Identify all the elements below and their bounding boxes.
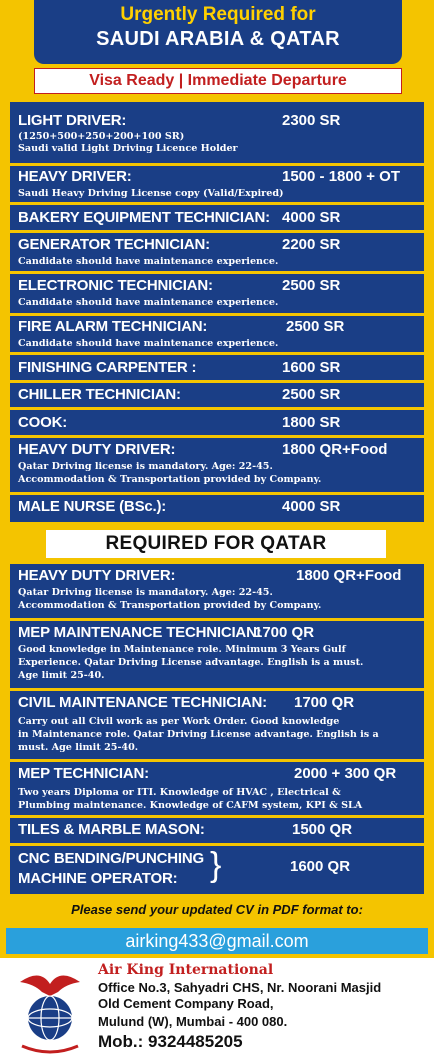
job-salary: 2300 SR: [282, 112, 341, 129]
job-desc: Candidate should have maintenance experience.: [18, 297, 279, 308]
header-banner: [34, 0, 402, 64]
job-desc: Plumbing maintenance. Knowledge of CAFM system, KPI & SLA: [18, 800, 363, 811]
job-salary: 4000 SR: [282, 498, 341, 515]
job-salary: 1700 QR: [254, 624, 315, 641]
divider: [8, 618, 426, 621]
job-salary: 2000 + 300 QR: [294, 765, 397, 782]
qatar-heading: REQUIRED FOR QATAR: [46, 530, 386, 558]
job-desc: Accommodation & Transportation provided by Company.: [18, 474, 322, 485]
job-title: HEAVY DUTY DRIVER:: [18, 567, 176, 584]
job-salary: 2500 SR: [282, 277, 341, 294]
header-line2: SAUDI ARABIA & QATAR: [96, 28, 340, 50]
job-title: BAKERY EQUIPMENT TECHNICIAN:: [18, 209, 270, 226]
job-desc: in Maintenance role. Qatar Driving License advantage. English is a: [18, 729, 379, 740]
job-salary: 2500 SR: [286, 318, 345, 335]
address-line: Mulund (W), Mumbai - 400 080.: [98, 1014, 288, 1029]
divider: [8, 380, 426, 383]
job-desc: Qatar Driving license is mandatory. Age: 22-45.: [18, 461, 273, 472]
job-title: CNC BENDING/PUNCHING: [18, 850, 205, 867]
job-salary: 1600 QR: [290, 858, 351, 875]
divider: [8, 202, 426, 205]
header-line1: Urgently Required for: [120, 4, 316, 25]
job-title: ELECTRONIC TECHNICIAN:: [18, 277, 213, 294]
job-desc: Good knowledge in Maintenance role. Minimum 3 Years Gulf: [18, 644, 346, 655]
divider: [8, 313, 426, 316]
job-title: CIVIL MAINTENANCE TECHNICIAN:: [18, 694, 267, 711]
job-salary: 1500 QR: [292, 821, 353, 838]
divider: [8, 759, 426, 762]
job-desc: Carry out all Civil work as per Work Order. Good knowledge: [18, 716, 340, 727]
job-title: GENERATOR TECHNICIAN:: [18, 236, 210, 253]
job-salary: 1500 - 1800 + OT: [282, 168, 400, 185]
divider: [8, 230, 426, 233]
job-desc: Candidate should have maintenance experience.: [18, 256, 279, 267]
job-salary: 1800 QR+Food: [296, 567, 402, 584]
job-desc: Saudi valid Light Driving Licence Holder: [18, 143, 238, 154]
job-title: FINISHING CARPENTER :: [18, 359, 197, 376]
job-desc: Qatar Driving license is mandatory. Age: 22-45.: [18, 587, 273, 598]
job-desc: must. Age limit 25-40.: [18, 742, 139, 753]
job-desc: (1250+500+250+200+100 SR): [18, 131, 185, 142]
job-desc: Age limit 25-40.: [18, 670, 105, 681]
email-link[interactable]: airking433@gmail.com: [6, 928, 428, 954]
job-desc: Candidate should have maintenance experience.: [18, 338, 279, 349]
job-title-line2: MACHINE OPERATOR:: [18, 870, 178, 887]
divider: [8, 688, 426, 691]
job-title: LIGHT DRIVER:: [18, 112, 127, 129]
job-title: HEAVY DRIVER:: [18, 168, 132, 185]
company-name: Air King International: [98, 962, 274, 978]
job-title: FIRE ALARM TECHNICIAN:: [18, 318, 208, 335]
job-desc: Accommodation & Transportation provided by Company.: [18, 600, 322, 611]
job-desc: Experience. Qatar Driving License advantage. English is a must.: [18, 657, 364, 668]
divider: [8, 492, 426, 495]
address-line: Old Cement Company Road,: [98, 996, 274, 1011]
job-salary: 1800 QR+Food: [282, 441, 388, 458]
divider: [8, 352, 426, 355]
job-title: MALE NURSE (BSc.):: [18, 498, 167, 515]
job-title: HEAVY DUTY DRIVER:: [18, 441, 176, 458]
address-line: Office No.3, Sahyadri CHS, Nr. Noorani Masjid: [98, 980, 382, 995]
job-desc: Saudi Heavy Driving License copy (Valid/Expired): [18, 188, 284, 199]
job-title: TILES & MARBLE MASON:: [18, 821, 205, 838]
job-desc: Two years Diploma or ITI. Knowledge of HVAC , Electrical &: [18, 787, 341, 798]
company-logo: [10, 962, 90, 1054]
job-salary: 1800 SR: [282, 414, 341, 431]
job-title: CHILLER TECHNICIAN:: [18, 386, 181, 403]
divider: [8, 163, 426, 166]
visa-banner: Visa Ready | Immediate Departure: [34, 68, 402, 94]
job-salary: 4000 SR: [282, 209, 341, 226]
mobile-number[interactable]: Mob.: 9324485205: [98, 1032, 243, 1051]
job-salary: 1700 QR: [294, 694, 355, 711]
job-title: MEP MAINTENANCE TECHNICIAN:: [18, 624, 262, 641]
job-title: MEP TECHNICIAN:: [18, 765, 149, 782]
cv-note: Please send your updated CV in PDF format to:: [71, 902, 363, 917]
job-salary: 1600 SR: [282, 359, 341, 376]
company-footer: [0, 958, 434, 1062]
brace-icon: }: [210, 846, 222, 884]
job-salary: 2200 SR: [282, 236, 341, 253]
divider: [8, 435, 426, 438]
divider: [8, 815, 426, 818]
job-title: COOK:: [18, 414, 67, 431]
divider: [8, 407, 426, 410]
divider: [8, 271, 426, 274]
job-salary: 2500 SR: [282, 386, 341, 403]
